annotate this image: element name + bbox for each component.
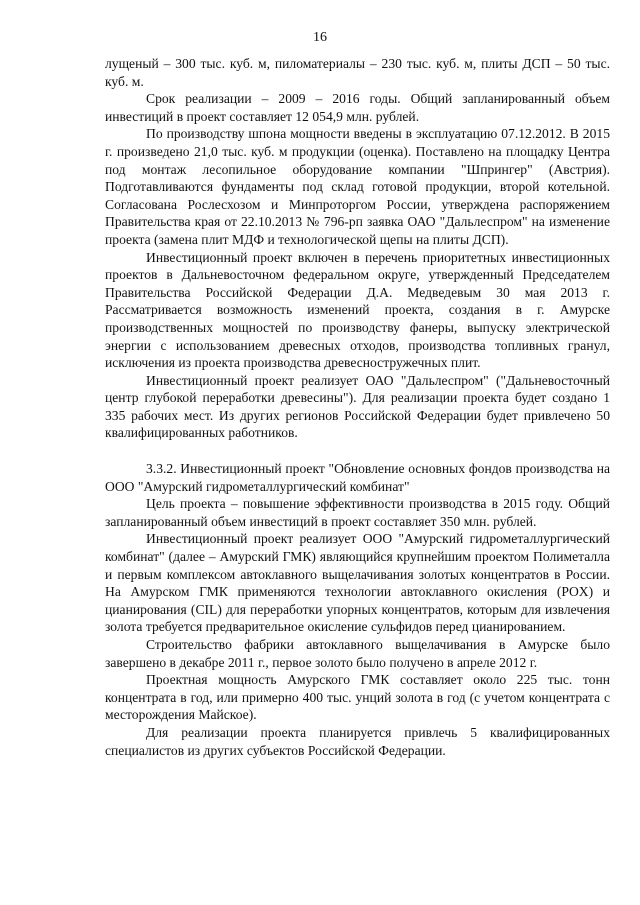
document-body: [105, 55, 610, 759]
paragraph-amur-gmk: Инвестиционный проект реализует ООО "Амурский гидрометаллургический комбинат" (далее – Амурский ГМК) являющийся крупнейшим проектом Полиметалла и первым комплексом автоклавного выщелачивания золотых концентратов в России. На Амурском ГМК применяются технологии автоклавного окисления (POX) и цианирования (CIL) для переработки упорных концентратов, которым для извлечения золота требуется предварительное окисление сульфидов перед цианированием.: [105, 531, 610, 635]
section-heading-3-3-2: 3.3.2. Инвестиционный проект "Обновление основных фондов производства на ООО "Амурский гидрометаллургический комбинат": [105, 461, 610, 494]
page-number: 16: [313, 30, 327, 45]
paragraph-construction: Строительство фабрики автоклавного выщелачивания в Амурске было завершено в декабре 2011 г., первое золото было получено в апреле 2012 г.: [105, 637, 610, 670]
paragraph-capacity: Проектная мощность Амурского ГМК составляет около 225 тыс. тонн концентрата в год, или примерно 400 тыс. унций золота в год (с учетом концентрата с месторождения Майское).: [105, 672, 610, 723]
paragraph-veneer-production: По производству шпона мощности введены в эксплуатацию 07.12.2012. В 2015 г. произведено 21,0 тыс. куб. м продукции (оценка). Поставлено на площадку Центра под монтаж лесопильное оборудование компании "Шпрингер" (Австрия). Подготавливаются фундаменты под склад готовой продукции, второй котельной. Согласована Рослесхозом и Минпроторгом России, утверждена распоряжением Правительства края от 22.10.2013 № 796-рп заявка ОАО "Дальлеспром" на изменение проекта (замена плит МДФ и технологической щепы на плиты ДСП).: [105, 126, 610, 247]
paragraph-priority-list: Инвестиционный проект включен в перечень приоритетных инвестиционных проектов в Дальневосточном федеральном округе, утвержденный Председателем Правительства Российской Федерации Д.А. Медведевым 30 мая 2013 г. Рассматривается возможность изменений проекта, создания в г. Амурске производственных мощностей по производству фанеры, выпуску электрической энергии с использованием древесных отходов, производства топливных гранул, исключения из проекта производства древесностружечных плит.: [105, 249, 610, 371]
paragraph-timeline: Срок реализации – 2009 – 2016 годы. Общий запланированный объем инвестиций в проект составляет 12 054,9 млн. рублей.: [105, 91, 610, 124]
paragraph-continuation: лущеный – 300 тыс. куб. м, пиломатериалы – 230 тыс. куб. м, плиты ДСП – 50 тыс. куб. м.: [105, 56, 610, 89]
paragraph-specialists: Для реализации проекта планируется привлечь 5 квалифицированных специалистов из других субъектов Российской Федерации.: [105, 724, 610, 758]
paragraph-project-goal: Цель проекта – повышение эффективности производства в 2015 году. Общий запланированный объем инвестиций в проект составляет 350 млн. рублей.: [105, 496, 610, 529]
paragraph-implementer: Инвестиционный проект реализует ОАО "Дальлеспром" ("Дальневосточный центр глубокой переработки древесины"). Для реализации проекта будет создано 1 335 рабочих мест. Из других регионов Российской Федерации будет привлечено 50 квалифицированных работников.: [105, 372, 610, 441]
